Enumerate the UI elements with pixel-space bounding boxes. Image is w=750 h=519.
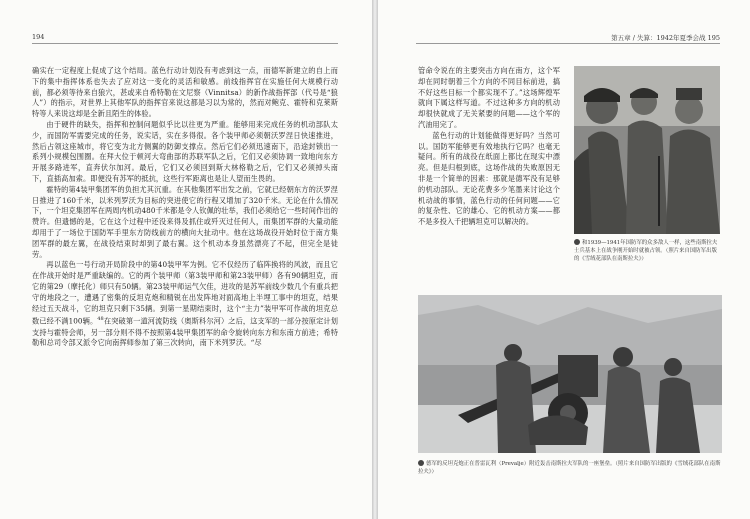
header-rule: [32, 43, 338, 44]
photo-caption: 德军的反坦克炮正在普雷瓦利（Prevalje）附近轰击南斯拉夫军队的一座堡垒。（照片来自国防军出版的《雪绒花部队在南斯拉夫》）: [418, 461, 721, 475]
soldiers-photo-image: [574, 66, 720, 234]
right-body-text: [418, 66, 560, 228]
page-number: 194: [32, 33, 45, 41]
caption-bullet-icon: [574, 239, 580, 245]
paragraph: 再以蓝色一号行动开局阶段中的第40装甲军为例。它不仅经历了临阵换将的风波，而且它在作战开始时是严重缺编的。它的两个装甲师（第3装甲师和第23装甲师）各有90辆坦克，而它的第29（摩托化）师只有50辆。第23装甲师运气欠佳，进攻的是苏军前线少数几个有重兵把守的地段之一，遭遇了密集的反坦克炮和精锐在出发阵地对面高地上半埋工事中的坦克，结果经过五天战斗，它的坦克只剩下35辆。到第一星期结束时，这个“主力”装甲军可作战的坦克总数已经不满100辆。$^{48}$在突破第一道河流防线（奥斯科尔河）之后，这支军的一部分按原定计划支持与霍特会师，另一部分则不得不按照第4装甲集团军的命令旋转向东方和东南方前进；希特勒和总司令部又派令它向南挥师参加了第三次转向，南下米列罗沃。“尽: [32, 260, 338, 348]
paragraph: 确实在一定程度上促成了这个结局。蓝色行动计划没有考虑到这一点，而德军新建立的自上而下的集中指挥体系也失去了应对这一变化的灵活和敏感。前线指挥官在实施任何大规模行动前，都必须等待来自狼穴，甚或来自希特勒在文尼察（Vinnitsa）的新作战指挥部（代号是“狼人”）的指示，对世界上其他军队的指挥官来说这都是习以为常的，然而对鲍克、霍特和克莱斯特等人来说这却是全新且陌生的体验。: [32, 66, 338, 119]
photo-caption: 和1939—1941年国防军的众多敌人一样，这些南斯拉夫士兵基本上在战争刚开始时就被占领。（照片来自国防军出版的《雪绒花部队在南斯拉夫》）: [574, 240, 718, 262]
paragraph: 管命令说在的主要突击方向在南方，这个军却在同时朝着三个方向的不同目标前进，搞不好这些目标一个都实现不了。”这场辉煌军就向下属这样写道。不过这种多方向的机动却很快就成了无关紧要的问题——这个军的汽油用完了。: [418, 66, 560, 129]
left-body-text: [32, 66, 338, 349]
paragraph: 蓝色行动的计划能做得更好吗？当然可以。国防军能够更有效地执行它吗？也毫无疑问。所有的战役在纸面上都比在现实中漂亮。但是归根到底，这场作战的失败原因无非是一个简单的因素：那就是德军没有足够的机动部队。无论花费多少笔墨来讨论这个机动战的事情，蓝色行动的任何问题——它的复杂性、它的雄心、它的机动方案——都不是多投入千把辆坦克可以解决的。: [418, 130, 560, 227]
soldiers-photo: [574, 66, 720, 234]
right-page: [378, 0, 750, 519]
paragraph: 霍特的第4装甲集团军的负担尤其沉重。在其他集团军出发之前，它就已经朝东方的沃罗涅日推进了160千米，以米列罗沃为目标的突进使它的行程又增加了320千米。无论在什么情况下，一个坦克集团军在两周内机动480千米都是令人钦佩的壮举，我们必须给它一些时间作出的赞许。但遗憾的是，它在这个过程中还没来得及抓住或歼灭过任何人，而集团军群的大量动能却用于了一场位于国防军手里东方防线前方的横向大扯动中。他在这场战役开始时位于南方集团军群的最左翼，在战役结束时却到了最右翼。这个机动本身虽然漂亮了不起，但完全是徒劳。: [32, 184, 338, 259]
paragraph: 由于硬件的缺失，指挥和控制问题似乎比以往更为严重。能够用来完成任务的机动部队太少，而国防军需要完成的任务，说实话，实在多得很。各个装甲师必须朝沃罗涅日快速推进，然后占领这座城市，将它变为北方侧翼的防御支撑点。然后它们必须迅速南下，沿途封锁出一系列小规模包围圈。在拜大位于顿河大弯曲部的苏联军队之后，它们又必须协调一致地向东方开展多路进军，直奔伏尔加河。最后，它们又必须回到斯大林格勒之后，它们又必须掉头南下，直插高加索。即便没有苏军的抵抗，这些行军距离也是让人望而生畏的。: [32, 119, 338, 183]
anti-tank-gun-photo: [418, 295, 722, 453]
left-page: [0, 0, 372, 519]
anti-tank-gun-photo-image: [418, 295, 722, 453]
running-header: 第五章 / 失算：1942年夏季会战 195: [611, 34, 720, 42]
caption-bullet-icon: [418, 460, 424, 466]
header-rule: [416, 43, 720, 44]
